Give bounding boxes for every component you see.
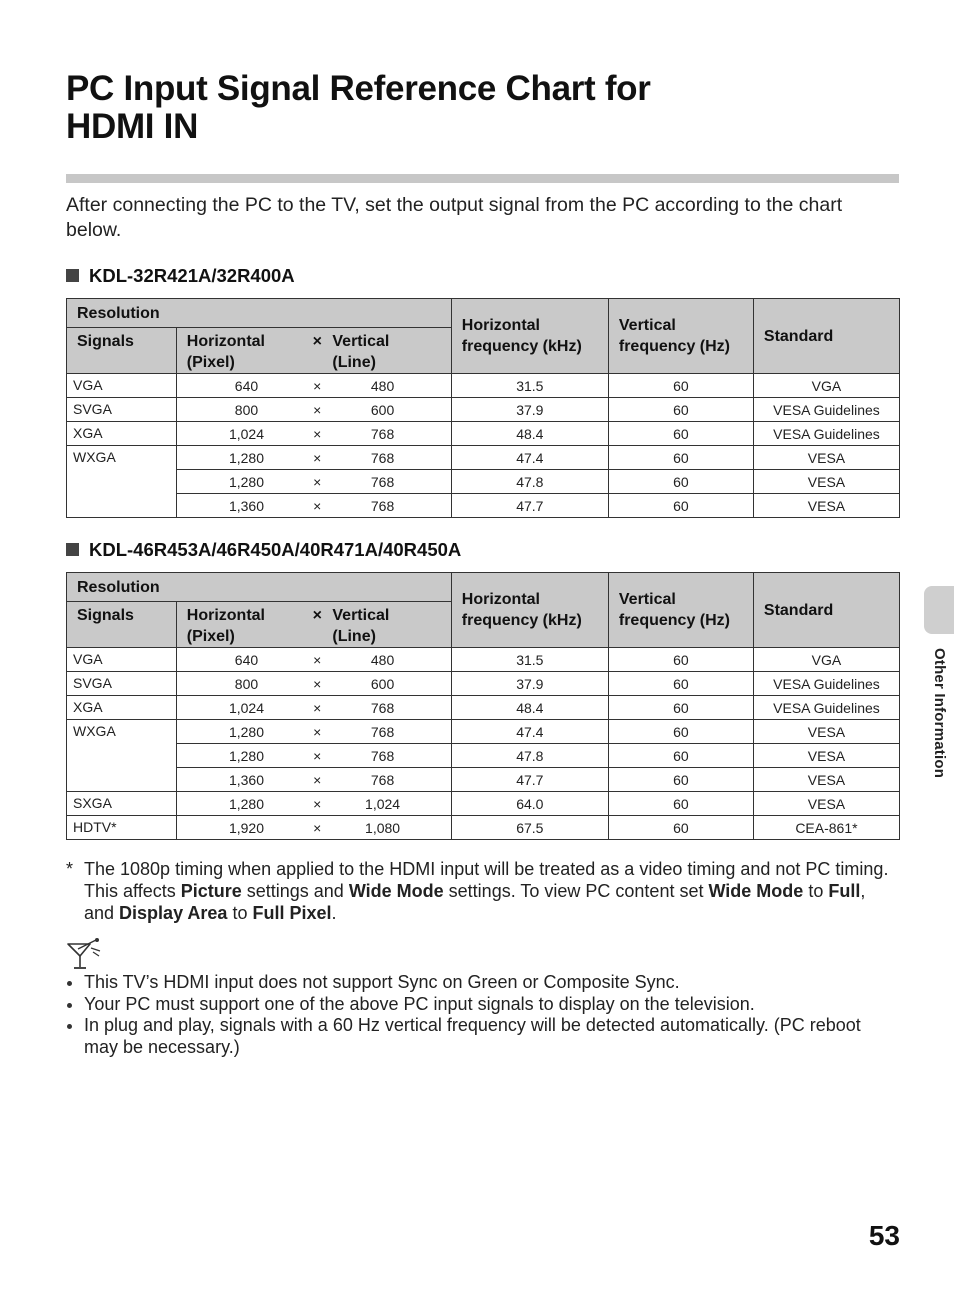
table-row xyxy=(67,422,900,446)
vertical-frequency-cell: 60 xyxy=(608,494,753,518)
horizontal-pixel-cell: 640 xyxy=(176,648,302,672)
vertical-line-cell: 768 xyxy=(332,470,451,494)
vertical-line-cell: 768 xyxy=(332,768,451,792)
horizontal-pixel-cell: 800 xyxy=(176,672,302,696)
chapter-tab xyxy=(924,586,954,634)
times-cell: × xyxy=(302,422,332,446)
horizontal-frequency-cell: 48.4 xyxy=(451,422,608,446)
vertical-line-cell: 480 xyxy=(332,374,451,398)
table-row xyxy=(67,374,900,398)
times-cell: × xyxy=(302,672,332,696)
vertical-frequency-cell: 60 xyxy=(608,398,753,422)
vertical-frequency-cell: 60 xyxy=(608,446,753,470)
vertical-frequency-cell: 60 xyxy=(608,768,753,792)
signal-cell: XGA xyxy=(67,696,177,720)
square-bullet-icon xyxy=(66,269,79,282)
footnote xyxy=(66,858,896,924)
table-row xyxy=(67,672,900,696)
vertical-frequency-cell: 60 xyxy=(608,374,753,398)
signal-table-2 xyxy=(66,572,900,840)
signal-cell: SVGA xyxy=(67,398,177,422)
horizontal-pixel-cell: 1,920 xyxy=(176,816,302,840)
vertical-line-cell: 768 xyxy=(332,696,451,720)
standard-header: Standard xyxy=(753,573,899,648)
times-cell: × xyxy=(302,398,332,422)
tips-list xyxy=(66,972,886,1058)
intro-paragraph: After connecting the PC to the TV, set the output signal from the PC according to the chart below. xyxy=(66,194,843,241)
page-title xyxy=(66,70,651,146)
standard-cell: VESA Guidelines xyxy=(753,672,899,696)
times-cell: × xyxy=(302,696,332,720)
horizontal-frequency-cell: 47.4 xyxy=(451,720,608,744)
signal-cell: SVGA xyxy=(67,672,177,696)
vertical-line-cell: 768 xyxy=(332,422,451,446)
horizontal-frequency-cell: 47.8 xyxy=(451,744,608,768)
section-heading-table-2 xyxy=(66,539,461,561)
signal-cell: HDTV* xyxy=(67,816,177,840)
horizontal-pixel-cell: 1,024 xyxy=(176,696,302,720)
horizontal-frequency-cell: 47.7 xyxy=(451,494,608,518)
section-heading-label: KDL-32R421A/32R400A xyxy=(89,265,295,286)
signal-cell: SXGA xyxy=(67,792,177,816)
table-row xyxy=(67,398,900,422)
signal-cell: WXGA xyxy=(67,446,177,518)
horizontal-frequency-cell: 64.0 xyxy=(451,792,608,816)
vertical-frequency-cell: 60 xyxy=(608,816,753,840)
table-row xyxy=(67,792,900,816)
signal-cell: XGA xyxy=(67,422,177,446)
chapter-tab-label: Other Information xyxy=(931,648,948,779)
standard-cell: VESA xyxy=(753,494,899,518)
vertical-line-cell: 1,080 xyxy=(332,816,451,840)
table-row xyxy=(67,696,900,720)
horizontal-frequency-header: Horizontal frequency (kHz) xyxy=(451,299,608,374)
horizontal-frequency-cell: 67.5 xyxy=(451,816,608,840)
horizontal-pixel-cell: 1,360 xyxy=(176,494,302,518)
resolution-header: Resolution xyxy=(67,573,452,602)
vertical-line-cell: 768 xyxy=(332,494,451,518)
list-item: Your PC must support one of the above PC input signals to display on the television. xyxy=(66,994,886,1016)
horizontal-frequency-cell: 47.7 xyxy=(451,768,608,792)
vertical-frequency-cell: 60 xyxy=(608,422,753,446)
vertical-frequency-header: Vertical frequency (Hz) xyxy=(608,299,753,374)
horizontal-pixel-cell: 1,024 xyxy=(176,422,302,446)
vertical-frequency-cell: 60 xyxy=(608,792,753,816)
table-row xyxy=(67,648,900,672)
horizontal-frequency-cell: 47.8 xyxy=(451,470,608,494)
horizontal-pixel-cell: 1,360 xyxy=(176,768,302,792)
signals-header: Signals xyxy=(67,328,177,374)
times-cell: × xyxy=(302,446,332,470)
times-header: × xyxy=(302,602,332,648)
vertical-frequency-cell: 60 xyxy=(608,696,753,720)
vertical-line-cell: 768 xyxy=(332,720,451,744)
horizontal-pixel-cell: 1,280 xyxy=(176,446,302,470)
standard-header: Standard xyxy=(753,299,899,374)
title-divider xyxy=(66,174,899,183)
footnote-marker: * xyxy=(66,859,74,879)
standard-cell: VESA xyxy=(753,446,899,470)
standard-cell: CEA-861* xyxy=(753,816,899,840)
times-cell: × xyxy=(302,648,332,672)
list-item: This TV’s HDMI input does not support Sync on Green or Composite Sync. xyxy=(66,972,886,994)
horizontal-frequency-header: Horizontal frequency (kHz) xyxy=(451,573,608,648)
table-row xyxy=(67,446,900,470)
signal-table-1 xyxy=(66,298,900,518)
vertical-frequency-cell: 60 xyxy=(608,672,753,696)
vertical-line-header: Vertical (Line) xyxy=(332,328,451,374)
vertical-frequency-cell: 60 xyxy=(608,648,753,672)
standard-cell: VGA xyxy=(753,648,899,672)
horizontal-pixel-cell: 1,280 xyxy=(176,792,302,816)
standard-cell: VESA xyxy=(753,768,899,792)
times-cell: × xyxy=(302,720,332,744)
times-cell: × xyxy=(302,744,332,768)
standard-cell: VESA xyxy=(753,470,899,494)
vertical-line-cell: 600 xyxy=(332,398,451,422)
signal-cell: WXGA xyxy=(67,720,177,792)
vertical-line-cell: 768 xyxy=(332,744,451,768)
page-number: 53 xyxy=(868,1220,900,1251)
section-heading-label: KDL-46R453A/46R450A/40R471A/40R450A xyxy=(89,539,462,560)
times-cell: × xyxy=(302,374,332,398)
horizontal-pixel-cell: 1,280 xyxy=(176,744,302,768)
times-cell: × xyxy=(302,470,332,494)
horizontal-frequency-cell: 47.4 xyxy=(451,446,608,470)
times-header: × xyxy=(302,328,332,374)
vertical-line-cell: 1,024 xyxy=(332,792,451,816)
square-bullet-icon xyxy=(66,543,79,556)
horizontal-pixel-cell: 1,280 xyxy=(176,720,302,744)
vertical-line-cell: 768 xyxy=(332,446,451,470)
signal-cell: VGA xyxy=(67,374,177,398)
standard-cell: VGA xyxy=(753,374,899,398)
vertical-line-cell: 600 xyxy=(332,672,451,696)
vertical-frequency-cell: 60 xyxy=(608,744,753,768)
horizontal-pixel-header: Horizontal (Pixel) xyxy=(176,602,302,648)
standard-cell: VESA Guidelines xyxy=(753,422,899,446)
list-item: In plug and play, signals with a 60 Hz vertical frequency will be detected automatically. (PC reboot may be necessary.) xyxy=(66,1015,886,1058)
page-title-line-2: HDMI IN xyxy=(66,107,199,146)
table-row xyxy=(67,744,900,768)
vertical-line-header: Vertical (Line) xyxy=(332,602,451,648)
table-header-row xyxy=(67,573,900,602)
table-row xyxy=(67,816,900,840)
table-row xyxy=(67,720,900,744)
vertical-line-cell: 480 xyxy=(332,648,451,672)
times-cell: × xyxy=(302,494,332,518)
horizontal-frequency-cell: 37.9 xyxy=(451,398,608,422)
vertical-frequency-cell: 60 xyxy=(608,470,753,494)
section-heading-table-1 xyxy=(66,265,295,287)
standard-cell: VESA xyxy=(753,792,899,816)
horizontal-frequency-cell: 31.5 xyxy=(451,648,608,672)
table-header-row xyxy=(67,299,900,328)
table-row xyxy=(67,768,900,792)
standard-cell: VESA xyxy=(753,720,899,744)
standard-cell: VESA Guidelines xyxy=(753,696,899,720)
footnote-text: The 1080p timing when applied to the HDMI input will be treated as a video timing and not PC timing. This affects Picture settings and Wide Mode settings. To view PC content set Wide Mode to Full, and Display Area to Full Pixel. xyxy=(84,859,889,923)
resolution-header: Resolution xyxy=(67,299,452,328)
vertical-frequency-header: Vertical frequency (Hz) xyxy=(608,573,753,648)
horizontal-frequency-cell: 31.5 xyxy=(451,374,608,398)
table-row xyxy=(67,494,900,518)
signals-header: Signals xyxy=(67,602,177,648)
horizontal-pixel-cell: 640 xyxy=(176,374,302,398)
standard-cell: VESA Guidelines xyxy=(753,398,899,422)
signal-cell: VGA xyxy=(67,648,177,672)
vertical-frequency-cell: 60 xyxy=(608,720,753,744)
horizontal-pixel-cell: 1,280 xyxy=(176,470,302,494)
page-title-line-1: PC Input Signal Reference Chart for xyxy=(66,69,651,108)
table-row xyxy=(67,470,900,494)
times-cell: × xyxy=(302,792,332,816)
horizontal-pixel-header: Horizontal (Pixel) xyxy=(176,328,302,374)
horizontal-frequency-cell: 48.4 xyxy=(451,696,608,720)
horizontal-frequency-cell: 37.9 xyxy=(451,672,608,696)
tips-icon xyxy=(64,936,104,970)
times-cell: × xyxy=(302,768,332,792)
standard-cell: VESA xyxy=(753,744,899,768)
horizontal-pixel-cell: 800 xyxy=(176,398,302,422)
times-cell: × xyxy=(302,816,332,840)
